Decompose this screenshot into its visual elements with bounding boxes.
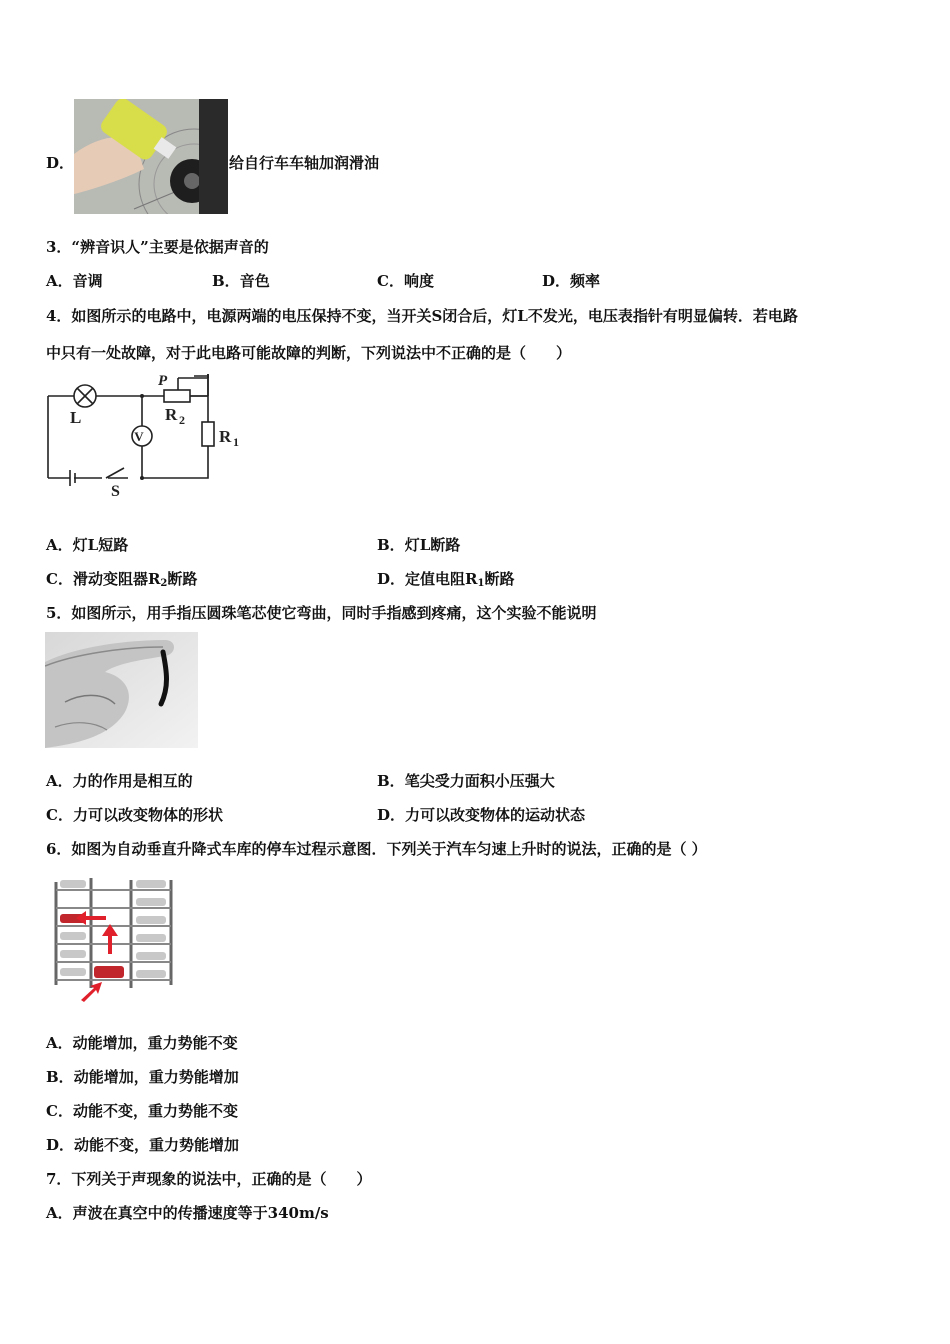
parking-garage-image [46,870,196,1010]
option-label: B． [377,772,405,790]
q4-option-d[interactable] [377,568,514,589]
option-text: 动能增加，重力势能增加 [73,1068,239,1086]
q5-option-a[interactable] [46,770,193,791]
oil-bottle-bicycle-image [74,99,228,214]
voltmeter-label: V [134,429,144,444]
q7-stem: 7．下列关于声现象的说法中，正确的是（ ） [46,1170,372,1188]
q6-option-b[interactable] [46,1066,239,1087]
q3-stem: 3．“辨音识人”主要是依据声音的 [46,238,269,256]
option-text-post: 断路 [484,570,515,588]
option-text: 灯L断路 [404,536,461,554]
q4-option-b[interactable] [377,534,460,555]
option-text: 音调 [72,272,103,290]
r1-subscript: 1 [233,435,239,449]
option-text: 音色 [239,272,270,290]
option-label: C． [46,806,73,824]
option-label: A． [46,536,73,554]
r1-label: R [219,427,232,446]
option-text: 声波在真空中的传播速度等于340m/s [72,1204,329,1222]
option-text: 力可以改变物体的运动状态 [405,806,586,824]
option-text: 滑动变阻器R [72,570,161,588]
q2-option-d-text: 给自行车车轴加润滑油 [229,154,380,172]
option-label: B． [212,272,240,290]
q6-option-d[interactable] [46,1134,239,1155]
option-text: 笔尖受力面积小压强大 [404,772,555,790]
option-text: 频率 [570,272,601,290]
switch-label: S [111,483,120,500]
option-text: 动能不变，重力势能不变 [72,1102,238,1120]
option-subscript: 2 [160,578,168,589]
option-label: C． [46,570,73,588]
option-label: A． [46,772,73,790]
option-label: A． [46,1034,73,1052]
option-label: B． [377,536,405,554]
option-label: A． [46,272,73,290]
q2-option-d-label: D． [46,154,75,172]
q6-option-a[interactable] [46,1032,238,1053]
option-label: C． [377,272,404,290]
q5-option-d[interactable] [377,804,585,825]
q4-option-a[interactable] [46,534,128,555]
q4-option-c[interactable] [46,568,197,589]
q6-option-c[interactable] [46,1100,238,1121]
q6-stem: 6．如图为自动垂直升降式车库的停车过程示意图．下列关于汽车匀速上升时的说法，正确的是（ ） [46,840,707,858]
q4-stem-line1: 4．如图所示的电路中，电源两端的电压保持不变，当开关S闭合后，灯L不发光，电压表指针有明显偏转．若电路 [46,307,798,325]
option-text: 响度 [403,272,434,290]
option-text-post: 断路 [167,570,198,588]
option-text: 力的作用是相互的 [72,772,193,790]
option-text: 力可以改变物体的形状 [72,806,223,824]
q3-option-c[interactable] [377,270,434,291]
circuit-diagram [44,370,254,500]
slider-label: P [158,373,168,389]
lamp-label: L [70,408,82,427]
q7-option-a[interactable] [46,1202,329,1223]
option-label: A． [46,1204,73,1222]
option-label: C． [46,1102,73,1120]
r2-label: R [165,405,178,424]
q3-option-b[interactable] [212,270,270,291]
option-text: 定值电阻R [405,570,478,588]
option-label: D． [542,272,571,290]
option-text: 动能不变，重力势能增加 [74,1136,240,1154]
q5-stem: 5．如图所示，用手指压圆珠笔芯使它弯曲，同时手指感到疼痛，这个实验不能说明 [46,604,597,622]
option-label: B． [46,1068,74,1086]
q3-option-a[interactable] [46,270,103,291]
r2-subscript: 2 [179,413,185,427]
option-label: D． [46,1136,75,1154]
q4-stem-line2: 中只有一处故障，对于此电路可能故障的判断，下列说法中不正确的是（ ） [46,344,572,362]
option-text: 动能增加，重力势能不变 [72,1034,238,1052]
option-label: D． [377,570,406,588]
q5-option-b[interactable] [377,770,555,791]
option-subscript: 1 [477,578,485,589]
option-text: 灯L短路 [72,536,129,554]
q3-option-d[interactable] [542,270,600,291]
option-label: D． [377,806,406,824]
q5-option-c[interactable] [46,804,223,825]
finger-pressing-pen-refill-image [45,632,198,748]
